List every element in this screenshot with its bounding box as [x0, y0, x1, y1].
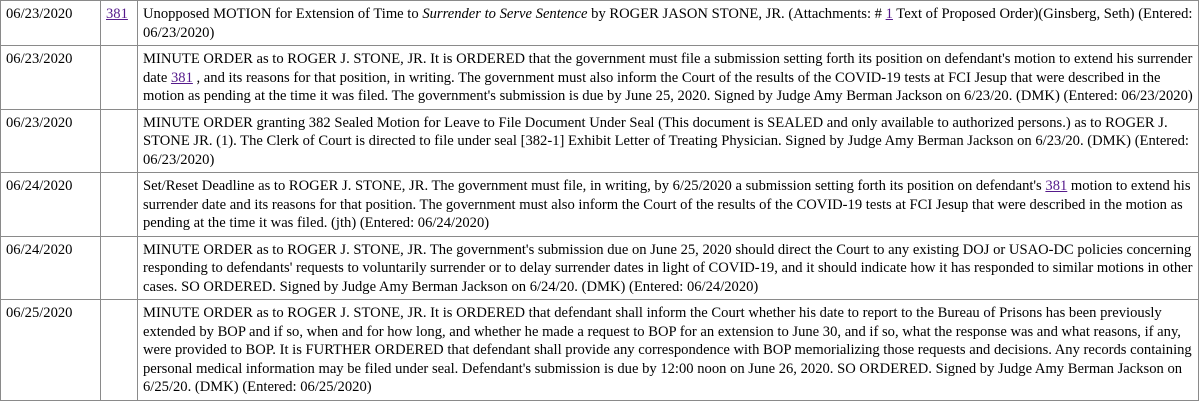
entry-date: 06/23/2020 [1, 1, 101, 46]
entry-number-cell [101, 300, 138, 401]
entry-text-part: MINUTE ORDER granting 382 Sealed Motion for Leave to File Document Under Seal (This document is SEALED and only available to authorized persons.) as to ROGER J. STONE JR. (1). The Clerk of Court is directed to file under seal [382-1] Exhibit Letter of Treating Physician. Signed by Judge Amy Berman Jackson on 6/23/20. (DMK) (Entered: 06/23/2020) [143, 114, 1189, 168]
attachment-link[interactable]: 1 [885, 6, 893, 22]
entry-number-cell [101, 236, 138, 300]
docket-entry-row [1, 173, 1199, 237]
entry-text [138, 46, 1199, 110]
entry-date: 06/23/2020 [1, 46, 101, 110]
entry-text-part: , and its reasons for that position, in writing. The government must also inform the Court of the results of the COVID-19 tests at FCI Jesup that were described in the motion as pending at the time it was filed. The government's submission is due by June 25, 2020. Signed by Judge Amy Berman Jackson on 6/23/20. (DMK) (Entered: 06/23/2020) [143, 69, 1193, 104]
docket-entry-row [1, 109, 1199, 173]
entry-date: 06/24/2020 [1, 173, 101, 237]
entry-text-part: Unopposed MOTION for Extension of Time to [143, 6, 423, 22]
entry-text-part: MINUTE ORDER as to ROGER J. STONE, JR. It is ORDERED that the government must file a submission setting forth its position on defendant's motion to extend his surrender date [143, 51, 1193, 86]
entry-text-italic: Surrender to Serve Sentence [422, 6, 588, 22]
entry-number-cell [101, 109, 138, 173]
entry-date: 06/23/2020 [1, 109, 101, 173]
entry-text-part: Set/Reset Deadline as to ROGER J. STONE, JR. The government must file, in writing, by 6/25/2020 a submission setting forth its position on defendant's [143, 178, 1046, 194]
docket-entry-row [1, 46, 1199, 110]
entry-text [138, 109, 1199, 173]
entry-date: 06/25/2020 [1, 300, 101, 401]
referenced-document-link[interactable]: 381 [170, 69, 193, 86]
entry-text [138, 1, 1199, 46]
entry-text [138, 300, 1199, 401]
entry-text-part: Text of Proposed Order)(Ginsberg, Seth) (Entered: 06/23/2020) [143, 6, 1193, 41]
document-number-link[interactable]: 381 [106, 6, 128, 22]
entry-text [138, 173, 1199, 237]
entry-text-part: MINUTE ORDER as to ROGER J. STONE, JR. The government's submission due on June 25, 2020 should direct the Court to any existing DOJ or USAO-DC policies concerning responding to defendants' requests to voluntarily surrender or to delay surrender dates in light of COVID-19, and it should indicate how it has responded to similar motions in other cases. SO ORDERED. Signed by Judge Amy Berman Jackson on 6/24/20. (DMK) (Entered: 06/24/2020) [143, 241, 1193, 295]
entry-text-part: MINUTE ORDER as to ROGER J. STONE, JR. It is ORDERED that defendant shall inform the Court whether his date to report to the Bureau of Prisons has been previously extended by BOP and if so, when and for how long, and whether he made a request to BOP for an extension to June 30, and if so, what the response was and what reasons, if any, were provided to BOP. It is FURTHER ORDERED that defendant shall provide any correspondence with BOP memorializing those requests and decisions. Any records containing personal medical information may be filed under seal. Defendant's submission is due by 12:00 noon on June 26, 2020. SO ORDERED. Signed by Judge Amy Berman Jackson on 6/25/20. (DMK) (Entered: 06/25/2020) [143, 305, 1192, 395]
docket-entry-row [1, 1, 1199, 46]
entry-text [138, 236, 1199, 300]
docket-entry-row [1, 236, 1199, 300]
docket-entry-row [1, 300, 1199, 401]
referenced-document-link[interactable]: 381 [1045, 178, 1068, 194]
entry-text-part: by ROGER JASON STONE, JR. (Attachments: # [587, 6, 886, 22]
entry-text-part: motion to extend his surrender date and its reasons for that position. The government must also inform the Court of the results of the COVID-19 tests at FCI Jesup that were described in the motion as pending at the time it was filed. (jth) (Entered: 06/24/2020) [143, 178, 1191, 231]
entry-number-cell [101, 46, 138, 110]
entry-date: 06/24/2020 [1, 236, 101, 300]
entry-number-cell [101, 173, 138, 237]
entry-number-cell [101, 1, 138, 46]
